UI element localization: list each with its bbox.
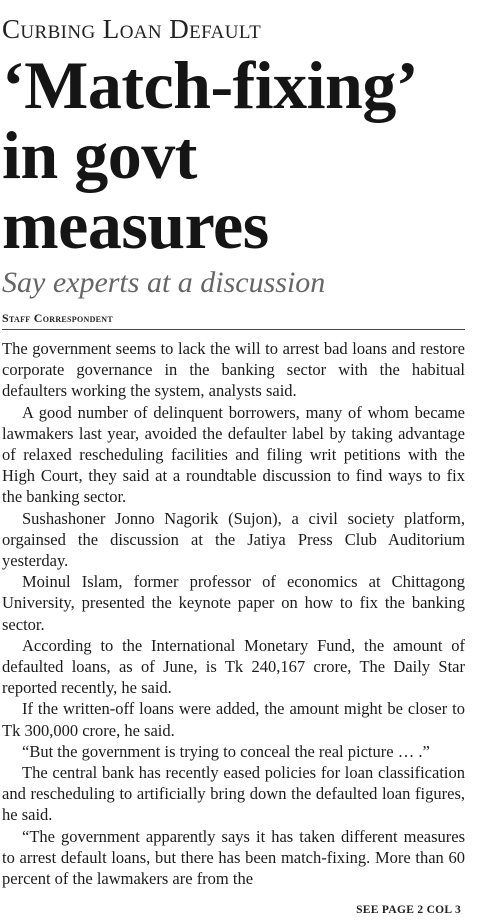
body-paragraph: Moinul Islam, former professor of economics at Chittagong University, presented the keynote paper on how to fix the banking sector. (2, 572, 465, 634)
continuation-jump-line: SEE PAGE 2 COL 3 (356, 904, 461, 916)
body-paragraph: Sushashoner Jonno Nagorik (Sujon), a civil society platform, orgainsed the discussion at the Jatiya Press Club Auditorium yesterday. (2, 508, 465, 571)
byline-divider (2, 329, 465, 330)
body-paragraph: According to the International Monetary Fund, the amount of defaulted loans, as of June, is Tk 240,167 crore, The Daily Star reported recently, he said. (2, 635, 465, 698)
body-paragraph: “But the government is trying to conceal the real picture … .” (22, 741, 430, 761)
article-kicker: Curbing Loan Default (2, 14, 262, 44)
body-paragraph: “The government apparently says it has taken different measures to arrest default loans, but there has been match-fixing. More than 60 percent of the lawmakers are from the (2, 826, 465, 889)
body-paragraph: If the written-off loans were added, the amount might be closer to Tk 300,000 crore, he said. (2, 699, 465, 740)
article-headline: ‘Match-fixing’ in govt measures (2, 47, 413, 263)
body-paragraph: A good number of delinquent borrowers, many of whom became lawmakers last year, avoided the defaulter label by taking advantage of relaxed rescheduling facilities and filing writ petitions with the High Court, they said at a roundtable discussion to find ways to fix the banking sector. (2, 402, 465, 507)
body-paragraph: The government seems to lack the will to arrest bad loans and restore corporate governance in the banking sector with the habitual defaulters working the system, analysts said. (2, 339, 465, 401)
article-subhead: Say experts at a discussion (2, 266, 326, 299)
article-byline: Staff Correspondent (2, 311, 114, 325)
body-paragraph: The central bank has recently eased policies for loan classification and rescheduling to artificially bring down the defaulted loan figures, he said. (2, 763, 465, 825)
news-article (0, 14, 481, 924)
article-body (2, 338, 465, 889)
